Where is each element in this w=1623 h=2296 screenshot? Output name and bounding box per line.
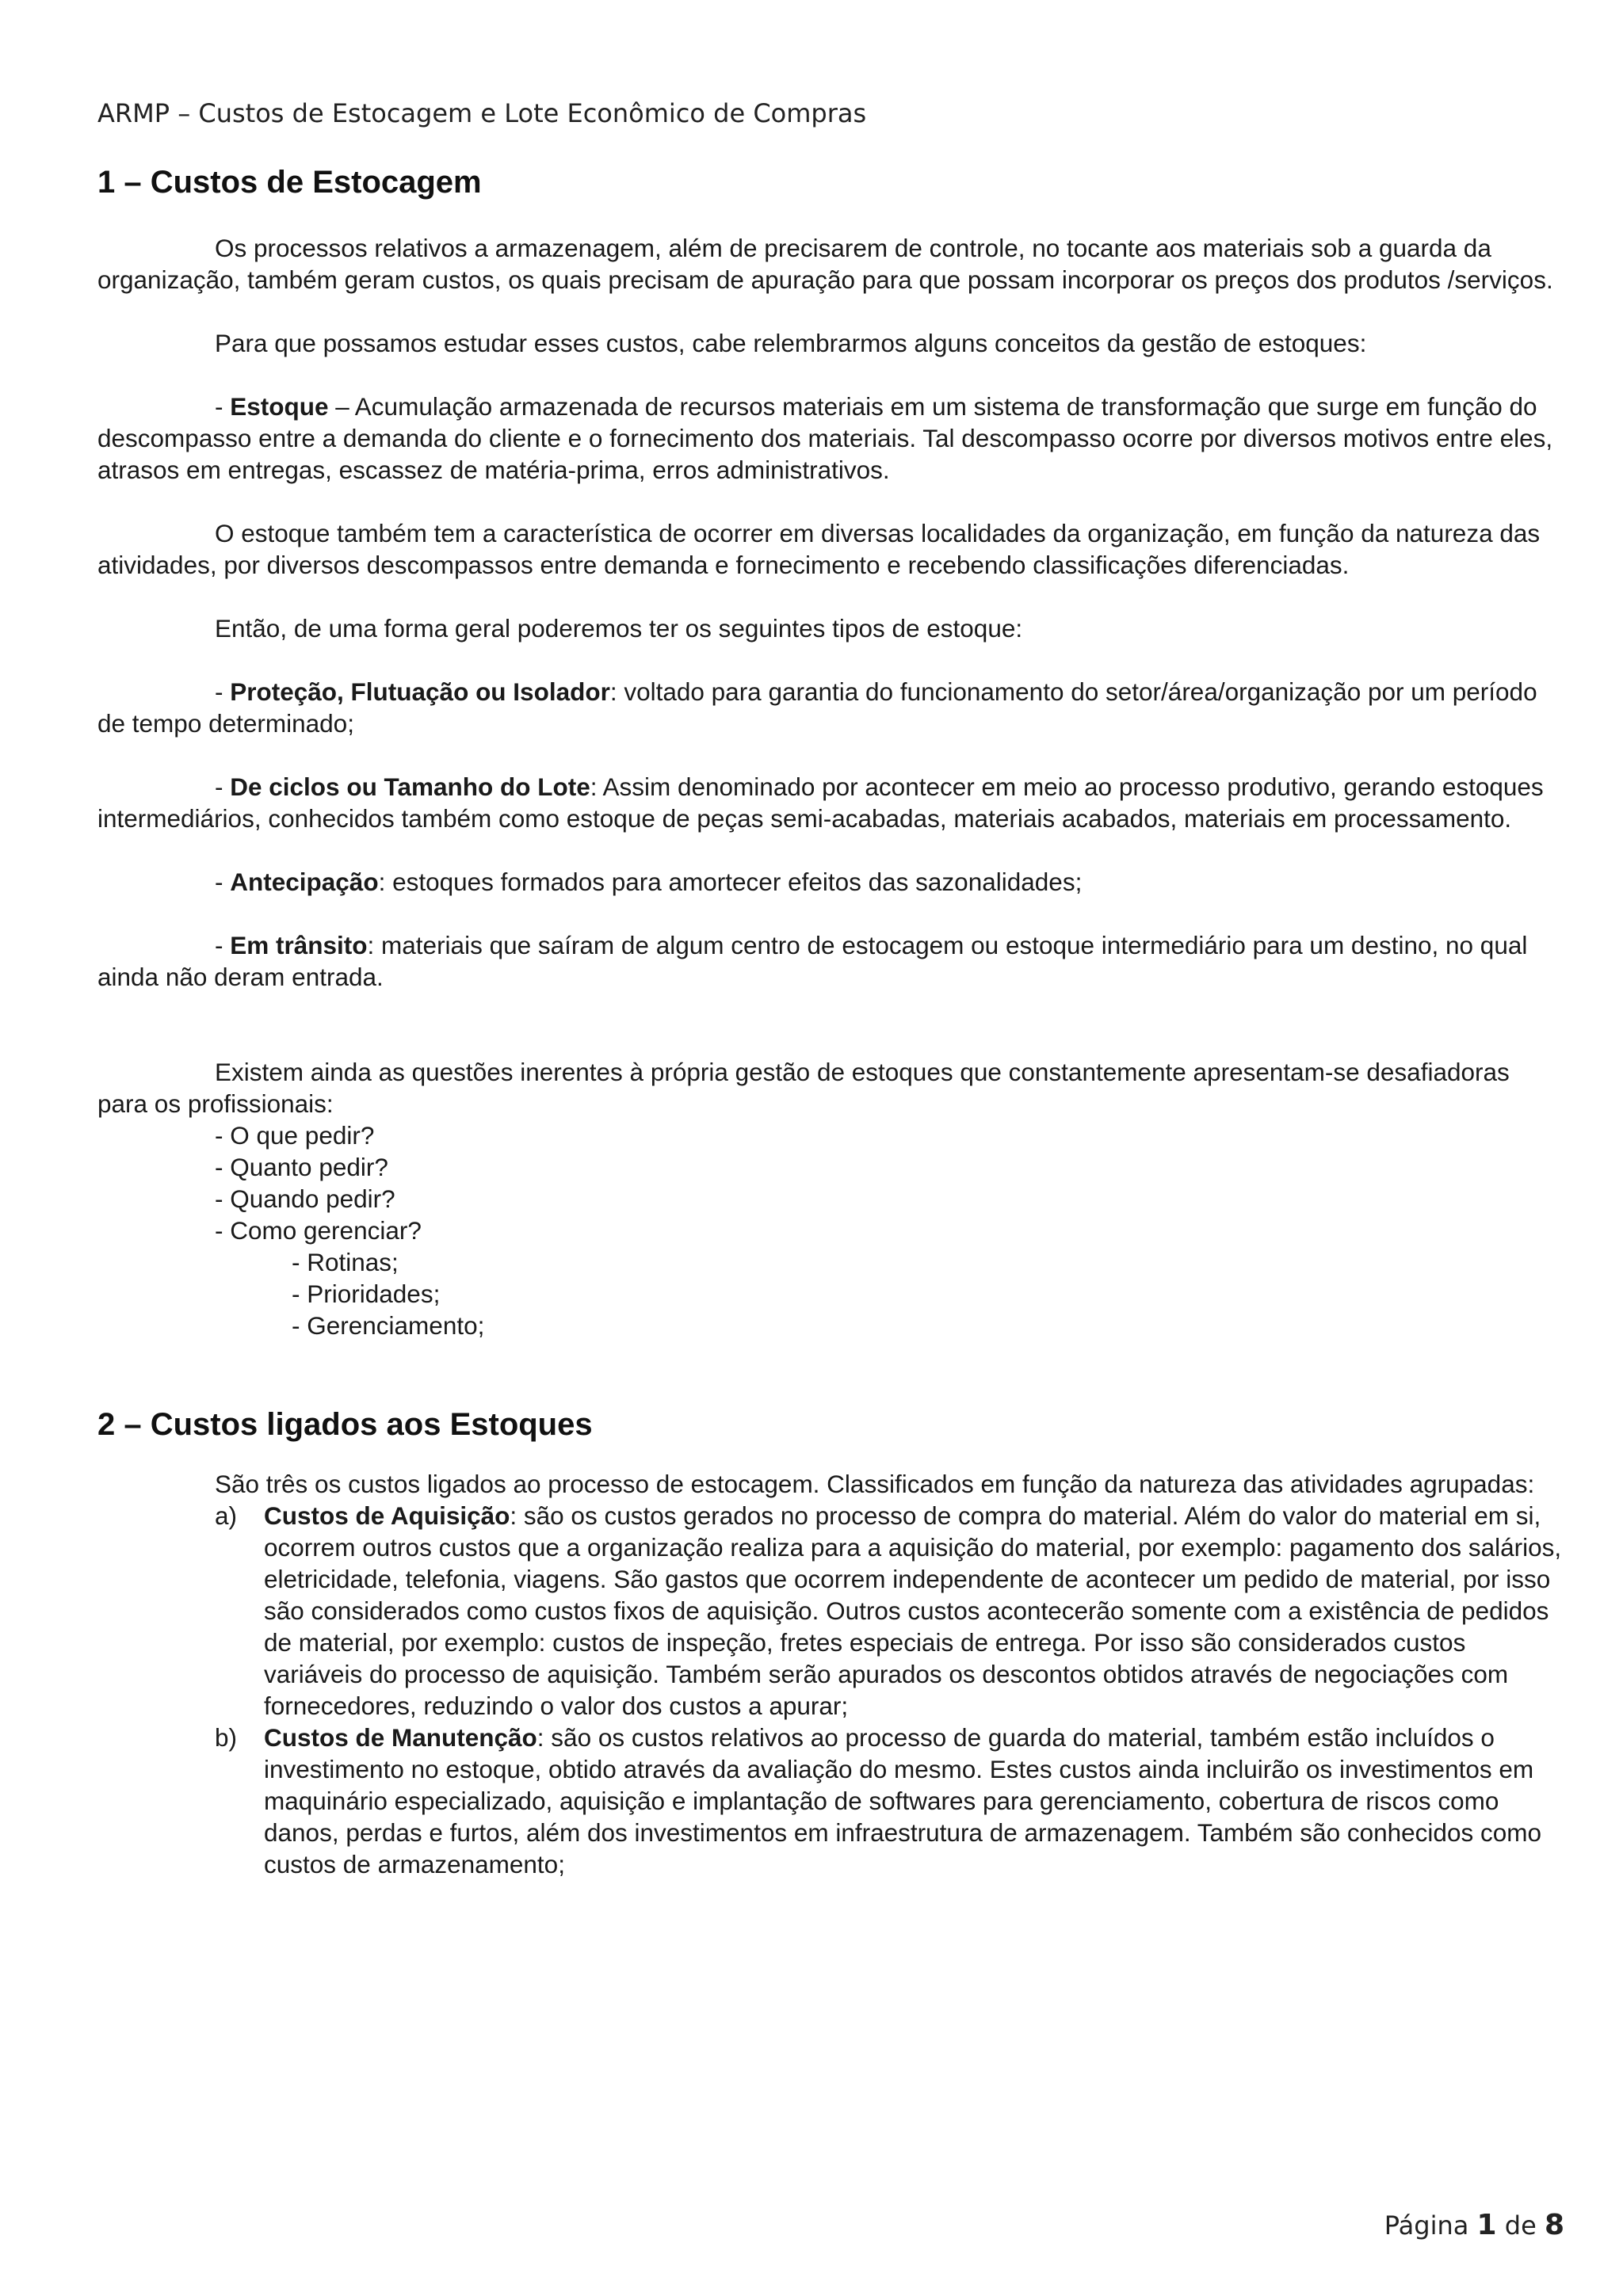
subquestion-list bbox=[215, 1246, 1564, 1341]
subquestion-group bbox=[215, 1246, 1564, 1341]
stock-type-item bbox=[97, 771, 1564, 834]
page-of: de bbox=[1504, 2210, 1537, 2241]
paragraph: O estoque também tem a característica de ocorrer em diversas localidades da organização, em função da natureza das atividades, por diversos descompassos entre demanda e fornecimento e recebendo classificações diferenciadas. bbox=[97, 519, 1541, 579]
list-marker: a) bbox=[215, 1501, 238, 1530]
page-label: Página bbox=[1384, 2210, 1469, 2241]
cost-list bbox=[97, 1500, 1564, 1880]
question-list bbox=[97, 1119, 1564, 1341]
stock-type-term: Em trânsito bbox=[230, 931, 368, 959]
question-item: - O que pedir? bbox=[215, 1121, 375, 1150]
question-item: - Quanto pedir? bbox=[215, 1153, 388, 1181]
stock-type-term: De ciclos ou Tamanho do Lote bbox=[230, 772, 590, 801]
section-2-heading: 2 – Custos ligados aos Estoques bbox=[97, 1407, 593, 1442]
cost-term: Custos de Aquisição bbox=[264, 1501, 510, 1530]
subquestion-item: - Rotinas; bbox=[292, 1248, 399, 1276]
subquestion-item: - Prioridades; bbox=[292, 1280, 441, 1308]
cost-text: : são os custos gerados no processo de compra do material. Além do valor do material em si, ocorrem outros custos que a organização realiza para a aquisição do material, por exemplo: pagamento dos salários, eletricidade, telefonia, viagens. São gastos que ocorrem independente de acontecer um pedido de material, por isso são considerados como custos fixos de aquisição. Outros custos acontecerão somente com a existência de pedidos de material, por exemplo: custos de inspeção, fretes especiais de entrega. Por isso são considerados custos variáveis do processo de aquisição. Também serão apurados os descontos obtidos através de negociações com fornecedores, reduzindo o valor dos custos a apurar; bbox=[264, 1501, 1562, 1720]
stock-type-text: : voltado para garantia do funcionamento do setor/área/organização por um período de tempo determinado; bbox=[97, 677, 1537, 738]
stock-type-item bbox=[97, 866, 1564, 898]
page-footer bbox=[1384, 2209, 1564, 2241]
list-marker: b) bbox=[215, 1723, 238, 1752]
page-content bbox=[97, 162, 1564, 1880]
dash: - bbox=[215, 931, 231, 959]
cost-text: : são os custos relativos ao processo de guarda do material, também estão incluídos o investimento no estoque, obtido através da avaliação do mesmo. Estes custos ainda incluirão os investimentos em maquinário especializado, aquisição e implantação de softwares para gerenciamento, cobertura de riscos como danos, perdas e furtos, além dos investimentos em infraestrutura de armazenagem. Também são conhecidos como custos de armazenamento; bbox=[264, 1723, 1541, 1878]
paragraph: Então, de uma forma geral poderemos ter os seguintes tipos de estoque: bbox=[215, 614, 1023, 643]
subquestion-item: - Gerenciamento; bbox=[292, 1311, 485, 1340]
running-header: ARMP – Custos de Estocagem e Lote Econômico de Compras bbox=[97, 98, 867, 128]
stock-type-term: Proteção, Flutuação ou Isolador bbox=[230, 677, 610, 706]
stock-type-item bbox=[97, 929, 1564, 993]
page-total: 8 bbox=[1544, 2209, 1564, 2241]
page-number: 1 bbox=[1476, 2209, 1497, 2241]
stock-type-term: Antecipação bbox=[230, 868, 379, 896]
stock-type-text: : Assim denominado por acontecer em meio ao processo produtivo, gerando estoques intermediários, conhecidos também como estoque de peças semi-acabadas, materiais acabados, materiais em processamento. bbox=[97, 772, 1544, 833]
definition-text: – Acumulação armazenada de recursos materiais em um sistema de transformação que surge em função do descompasso entre a demanda do cliente e o fornecimento dos materiais. Tal descompasso ocorre por diversos motivos entre eles, atrasos em entregas, escassez de matéria-prima, erros administrativos. bbox=[97, 392, 1553, 484]
dash: - bbox=[215, 772, 231, 801]
stock-type-text: : materiais que saíram de algum centro de estocagem ou estoque intermediário para um destino, no qual ainda não deram entrada. bbox=[97, 931, 1528, 991]
paragraph: Existem ainda as questões inerentes à própria gestão de estoques que constantemente apresentam-se desafiadoras para os profissionais: bbox=[97, 1058, 1510, 1118]
section-1-heading: 1 – Custos de Estocagem bbox=[97, 165, 482, 200]
definition-estoque bbox=[97, 391, 1564, 486]
stock-type-text: : estoques formados para amortecer efeitos das sazonalidades; bbox=[378, 868, 1083, 896]
cost-term: Custos de Manutenção bbox=[264, 1723, 537, 1752]
dash: - bbox=[215, 392, 231, 421]
paragraph: Para que possamos estudar esses custos, cabe relembrarmos alguns conceitos da gestão de estoques: bbox=[215, 329, 1367, 357]
term-estoque: Estoque bbox=[230, 392, 329, 421]
dash: - bbox=[215, 677, 231, 706]
cost-item bbox=[215, 1722, 1564, 1880]
paragraph: São três os custos ligados ao processo de estocagem. Classificados em função da natureza das atividades agrupadas: bbox=[215, 1470, 1535, 1498]
question-item: - Quando pedir? bbox=[215, 1184, 395, 1213]
question-item: - Como gerenciar? bbox=[215, 1216, 422, 1245]
stock-type-item bbox=[97, 676, 1564, 739]
paragraph: Os processos relativos a armazenagem, além de precisarem de controle, no tocante aos materiais sob a guarda da organização, também geram custos, os quais precisam de apuração para que possam incorporar os preços dos produtos /serviços. bbox=[97, 234, 1553, 294]
cost-item bbox=[215, 1500, 1564, 1722]
dash: - bbox=[215, 868, 231, 896]
